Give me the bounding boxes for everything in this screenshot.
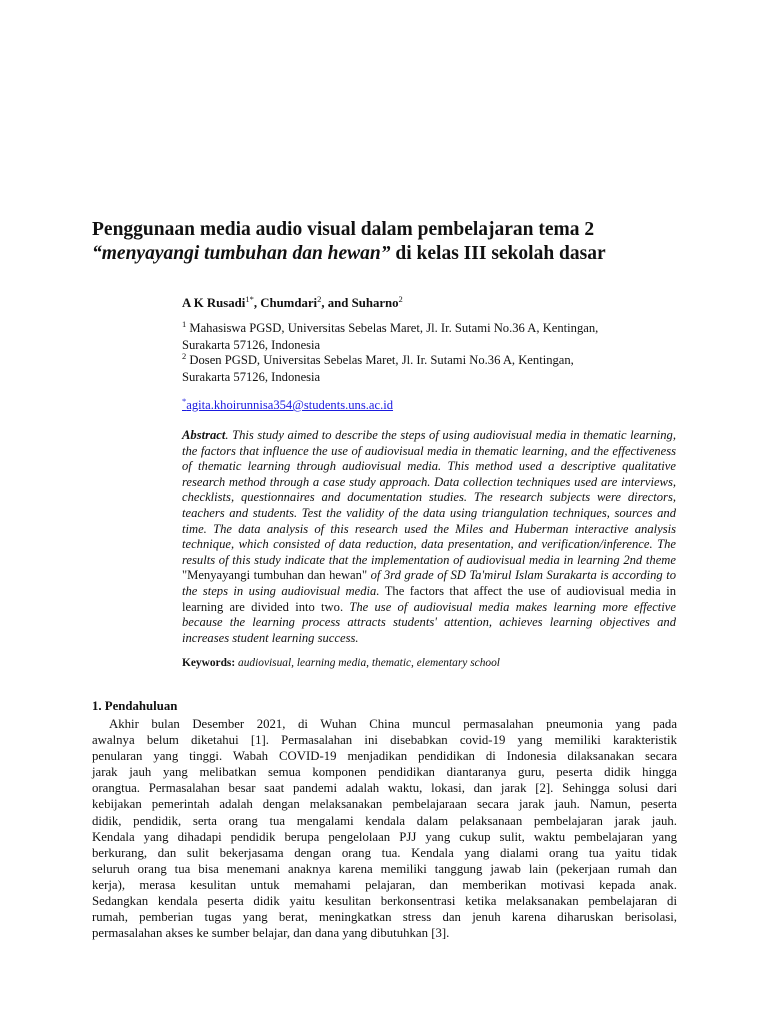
body-line: jarak jauh yang melibatkan semua komponen pendidikan diantaranya guru, peserta didik hingga (92, 765, 677, 780)
body-line: permasalahan akses ke sumber belajar, dan dana yang dibutuhkan [3]. (92, 926, 450, 941)
author-list (182, 296, 403, 311)
abstract-text-2: of 3rd grade of SD Ta'mirul Islam Surakarta is according to the steps in using audiovisual media. (182, 568, 676, 598)
affiliation-2 (182, 352, 682, 385)
body-line: Akhir bulan Desember 2021, di Wuhan China muncul permasalahan pneumonia yang pada (109, 717, 677, 731)
abstract-text-4: The use of audiovisual media makes learning more effective because the learning process attracts students' attention, achieves learning objectives and increases student learning success. (182, 599, 676, 645)
keywords (182, 657, 500, 669)
body-line: Sedangkan kendala peserta didik yaitu kesulitan berkonsentrasi ketika melaksanakan pembelajaran di (92, 894, 677, 909)
email-sup: * (182, 396, 187, 406)
body-line: rumah, pemberian tugas yang berat, meningkatkan stress dan jenuh karena diharuskan berisolasi, (92, 910, 677, 925)
affiliation-2-line-1: Dosen PGSD, Universitas Sebelas Maret, Jl. Ir. Sutami No.36 A, Kentingan, (186, 353, 574, 367)
paper-title (92, 218, 692, 266)
keywords-value: audiovisual, learning media, thematic, elementary school (235, 657, 500, 669)
corresponding-email-link[interactable] (182, 398, 393, 413)
title-line-1: Penggunaan media audio visual dalam pembelajaran tema 2 (92, 219, 595, 240)
body-line: seluruh orang tua bisa menemani anaknya karena memiliki tanggung jawab lain (pekerjaan rumah dan (92, 861, 677, 876)
affiliation-1-line-1: Mahasiswa PGSD, Universitas Sebelas Maret, Jl. Ir. Sutami No.36 A, Kentingan, (186, 321, 599, 335)
body-line: kerja), merasa kesulitan untuk memahami pelajaran, dan memberikan motivasi kepada anak. (92, 877, 677, 892)
body-line: kebijakan pemerintah adalah dengan melaksanakan pembelajaraan secara jarak jauh. Namun, peserta (92, 797, 677, 812)
abstract-theme-quote: "Menyayangi tumbuhan dan hewan" (182, 568, 368, 583)
title-line-2 (92, 242, 692, 266)
author-3-sup: 2 (398, 294, 403, 304)
author-2: , Chumdari (253, 296, 318, 310)
body-line: didik, pendidik, serta orang tua mengalami kendala dalam pelaksanaan pembelajaran jarak jauh. (92, 813, 677, 828)
body-line: berkurang, dan sulit bekerjasama dengan orang tua. Kendala yang dialami orang tua yaitu tidak (92, 845, 677, 860)
author-3: , and Suharno (321, 296, 399, 310)
email-address: agita.khoirunnisa354@students.uns.ac.id (186, 398, 394, 412)
affiliation-2-sup: 2 (182, 351, 187, 361)
body-line: awalnya belum diketahui [1]. Permasalahan ini disebabkan covid-19 yang memiliki karakteristik (92, 733, 677, 748)
body-line: orangtua. Permasalahan besar saat pandemi adalah waktu, lokasi, dan jarak [2]. Sehingga solusi dari (92, 781, 677, 796)
author-1-sup: 1* (245, 294, 254, 304)
section-body (92, 716, 677, 941)
author-1: A K Rusadi (182, 296, 246, 310)
keywords-label: Keywords: (182, 657, 236, 669)
affiliation-2-line-2: Surakarta 57126, Indonesia (182, 369, 321, 384)
affiliation-1-line-2: Surakarta 57126, Indonesia (182, 337, 321, 352)
affiliation-1-sup: 1 (182, 319, 187, 329)
abstract-text-1: . This study aimed to describe the steps of using audiovisual media in thematic learning, the factors that influence the use of audiovisual media in thematic learning, and the effectiveness of thematic learning through audiovisual media. This method used a descriptive qualitative research method through a case study approach. Data collection techniques used are interviews, checklists, questionnaires and documentation studies. The research subjects were directors, teachers and students. Test the validity of the data using triangulation techniques, sources and time. The data analysis of this research used the Miles and Huberman interactive analysis technique, which consisted of data reduction, data presentation, and verification/inference. The results of this study indicate that the implementation of audiovisual media in learning 2nd theme (182, 428, 676, 567)
abstract-label: Abstract (182, 428, 226, 442)
section-heading: 1. Pendahuluan (92, 699, 178, 713)
affiliation-1 (182, 320, 682, 353)
title-theme-italic: “menyayangi tumbuhan dan hewan” (92, 243, 391, 264)
abstract (182, 428, 676, 646)
abstract-text-3: The factors that affect the use of audiovisual media in learning are divided into two. (182, 583, 676, 614)
title-line-2-rest: di kelas III sekolah dasar (390, 243, 606, 264)
body-line: Kendala yang dihadapi pendidik berupa pengelolaan PJJ yang cukup sulit, waktu pembelajaran yang (92, 829, 677, 844)
body-line: penularan yang tinggi. Wabah COVID-19 menjadikan pendidikan di Indonesia dilaksanakan secara (92, 749, 677, 764)
author-2-sup: 2 (317, 294, 322, 304)
